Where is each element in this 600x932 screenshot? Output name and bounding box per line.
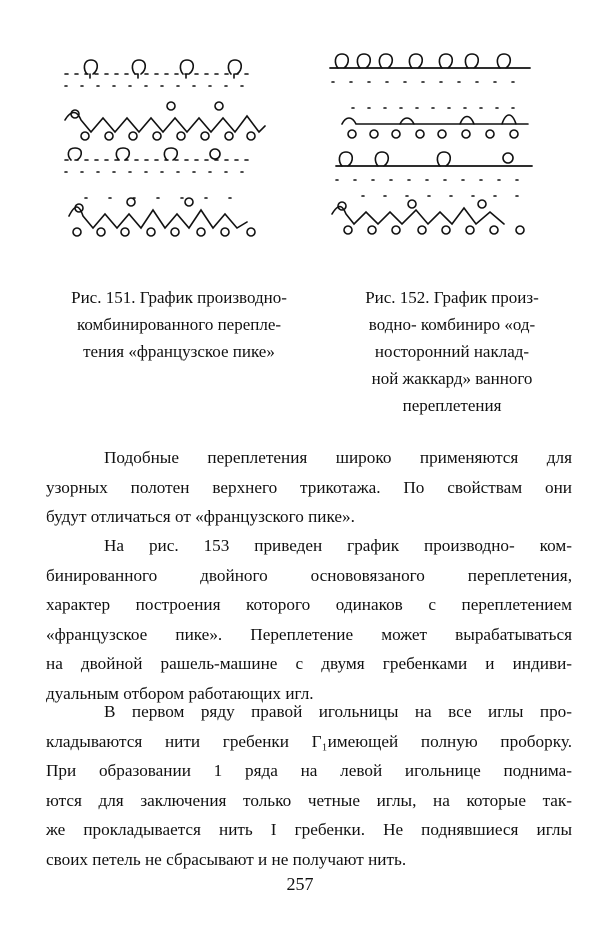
text-line: же прокладывается нить I гребенки. Не поднявшиеся иглы — [46, 820, 572, 839]
text-line: На рис. 153 приведен график производно- ком- — [104, 536, 572, 555]
text-line: на двойной рашель-машине с двумя гребенками и индиви- — [46, 654, 572, 673]
text-line: своих петель не сбрасывают и не получают нить. — [46, 849, 407, 869]
text-line: бинированного двойного основовязаного переплетения, — [46, 565, 572, 585]
figure-152-caption — [332, 284, 572, 419]
loop-row-1 — [84, 60, 241, 78]
figure-151-svg — [55, 48, 275, 248]
text-line: Подобные переплетения широко применяются для — [104, 448, 572, 467]
text-line: будут отличаться от «французского пике». — [46, 507, 355, 526]
caption-line: Рис. 152. График произ- — [365, 288, 539, 307]
text-line: узорных полотен верхнего трикотажа. По свойствам они — [46, 477, 572, 497]
text-line: характер построения которого одинаков с переплетением — [46, 595, 572, 614]
page-number: 257 — [286, 874, 314, 894]
caption-line: Рис. 151. График производно- — [71, 288, 287, 307]
caption-line: носторонний наклад- — [374, 342, 530, 361]
paragraph-1 — [46, 443, 572, 532]
caption-line: ной жаккард» ванного — [371, 369, 533, 388]
caption-line: водно- комбиниро «од- — [368, 315, 536, 334]
caption-line: комбинированного перепле- — [76, 315, 282, 334]
text-line: «французское пике». Переплетение может вырабатываться — [46, 624, 572, 644]
text-line: В первом ряду правой игольницы на все иглы про- — [104, 702, 572, 721]
figure-152-diagram — [322, 44, 542, 244]
caption-line: тения «французское пике» — [83, 342, 275, 361]
paragraph-2 — [46, 531, 572, 708]
caption-line: переплетения — [402, 396, 502, 415]
text-line: дуальным отбором работающих игл. — [46, 683, 314, 703]
text-line: При образовании 1 ряда на левой игольнице поднима- — [46, 761, 572, 780]
text-line: кладываются нити гребенки Г₁имеющей полную проборку. — [46, 731, 572, 751]
text-line: ются для заключения только четные иглы, на которые так- — [46, 790, 572, 810]
figure-151-caption — [40, 284, 318, 365]
figure-152-svg — [322, 44, 542, 244]
paragraph-3 — [46, 697, 572, 874]
figure-151-diagram — [55, 48, 275, 248]
